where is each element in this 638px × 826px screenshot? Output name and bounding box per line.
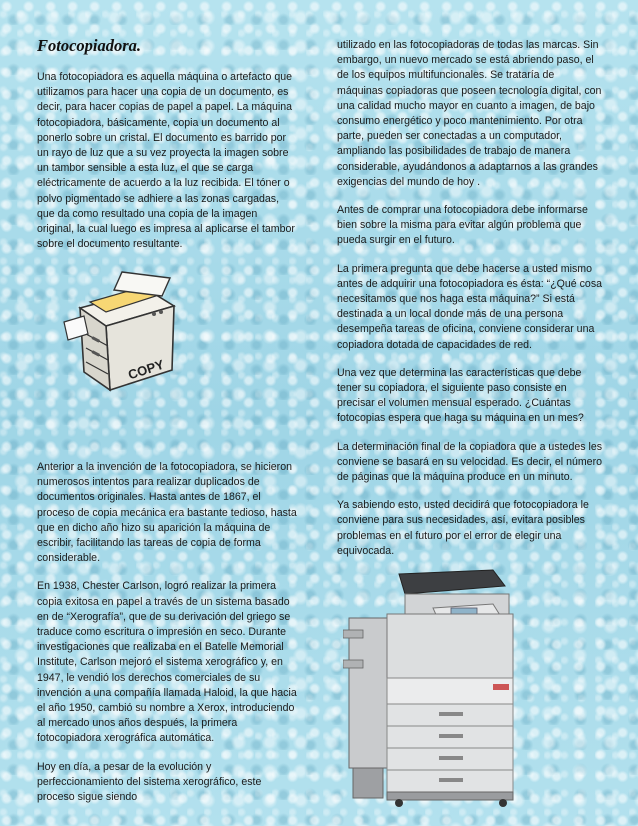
paragraph: Antes de comprar una fotocopiadora debe informarse bien sobre la misma para evitar algún problema que pueda surgir en el futuro.	[337, 204, 588, 247]
office-copier-photo-icon	[343, 568, 523, 808]
paragraph: La primera pregunta que debe hacerse a usted mismo antes de adquirir una fotocopiadora es ésta: “¿Qué cosa necesitamos que nos haga esta máquina?” Si está destinada a un local donde más de una persona desempeña tareas de oficina, conviene considerar una copiadora dotada de capacidades de red.	[337, 262, 603, 351]
paragraph: Una vez que determina las características que debe tener su copiadora, el siguiente paso consiste en precisar el volumen mensual esperado. ¿Cuántas fotocopias espera que haga su máquina en un mes?	[337, 366, 584, 425]
right-column	[337, 38, 603, 572]
copy-label: COPY	[126, 356, 166, 383]
left-column-top	[37, 70, 297, 265]
paragraph: utilizado en las fotocopiadoras de todas las marcas. Sin embargo, un nuevo mercado se está abriendo paso, el de los equipos multifuncionales. Se trataría de máquinas copiadoras que poseen tecnología digital, con una calidad mucho mayor en cuanto a imagen, de bajo consumo energético y poco mantenimiento. Por otra parte, pueden ser conectadas a un computador, ampliando las posibilidades de trabajo de manera considerable, ayudándonos a adaptarnos a las grandes exigencias del mundo de hoy .	[337, 39, 602, 188]
paragraph: Hoy en día, a pesar de la evolución y perfeccionamiento del sistema xerográfico, este proceso sigue siendo	[37, 760, 262, 804]
paragraph: Ya sabiendo esto, usted decidirá que fotocopiadora le conviene para sus necesidades, así, evitara posibles problemas en el futuro por el error de elegir una equivocada.	[337, 499, 589, 557]
page-title: Fotocopiadora.	[37, 36, 142, 55]
paragraph: Una fotocopiadora es aquella máquina o artefacto que utilizamos para hacer una copia de un documento, es decir, para hacer copias de papel a papel. La máquina fotocopiadora, básicamente, copia un documento al ponerlo sobre un cristal. El documento es barrido por un rayo de luz que a su vez proyecta la imagen sobre un tambor sensible a esta luz, el que se carga eléctricamente de acuerdo a la luz recibida. El tóner o polvo pigmentado se adhiere a las zonas cargadas, que da como resultado una copia de la imagen original, la cual luego es impresa al aplicarse el tambor sobre el documento resultante.	[37, 71, 295, 251]
paragraph: La determinación final de la copiadora que a ustedes les conviene se basará en su velocidad. Es decir, el número de páginas que la máquina produce en un minuto.	[337, 440, 603, 484]
left-column-bottom	[37, 460, 297, 818]
copier-clipart-icon	[62, 268, 190, 396]
paragraph: En 1938, Chester Carlson, logró realizar la primera copia exitosa en papel a través de un sistema basado en de “Xerografía”, que de su derivación del griego se traduce como escritura o impresión en seco. Durante investigaciones que realizaba en el Batelle Memorial Institute, Carlson mejoró el sistema xerográfico y, en 1947, le vendió los derechos comerciales de su invención a una compañía llamada Haloid, la que hacia el año 1950, cambió su nombre a Xerox, introduciendo al mercado unos años después, la primera fotocopiadora xerográfica automática.	[37, 580, 297, 745]
paragraph: Anterior a la invención de la fotocopiadora, se hicieron numerosos intentos para realizar duplicados de documentos originales. Hasta antes de 1867, el proceso de copia mecánica era bastante tedioso, hasta que en dicho año hizo su aparición la máquina de escribir, facilitando las tareas de copia de forma considerable.	[37, 461, 297, 565]
